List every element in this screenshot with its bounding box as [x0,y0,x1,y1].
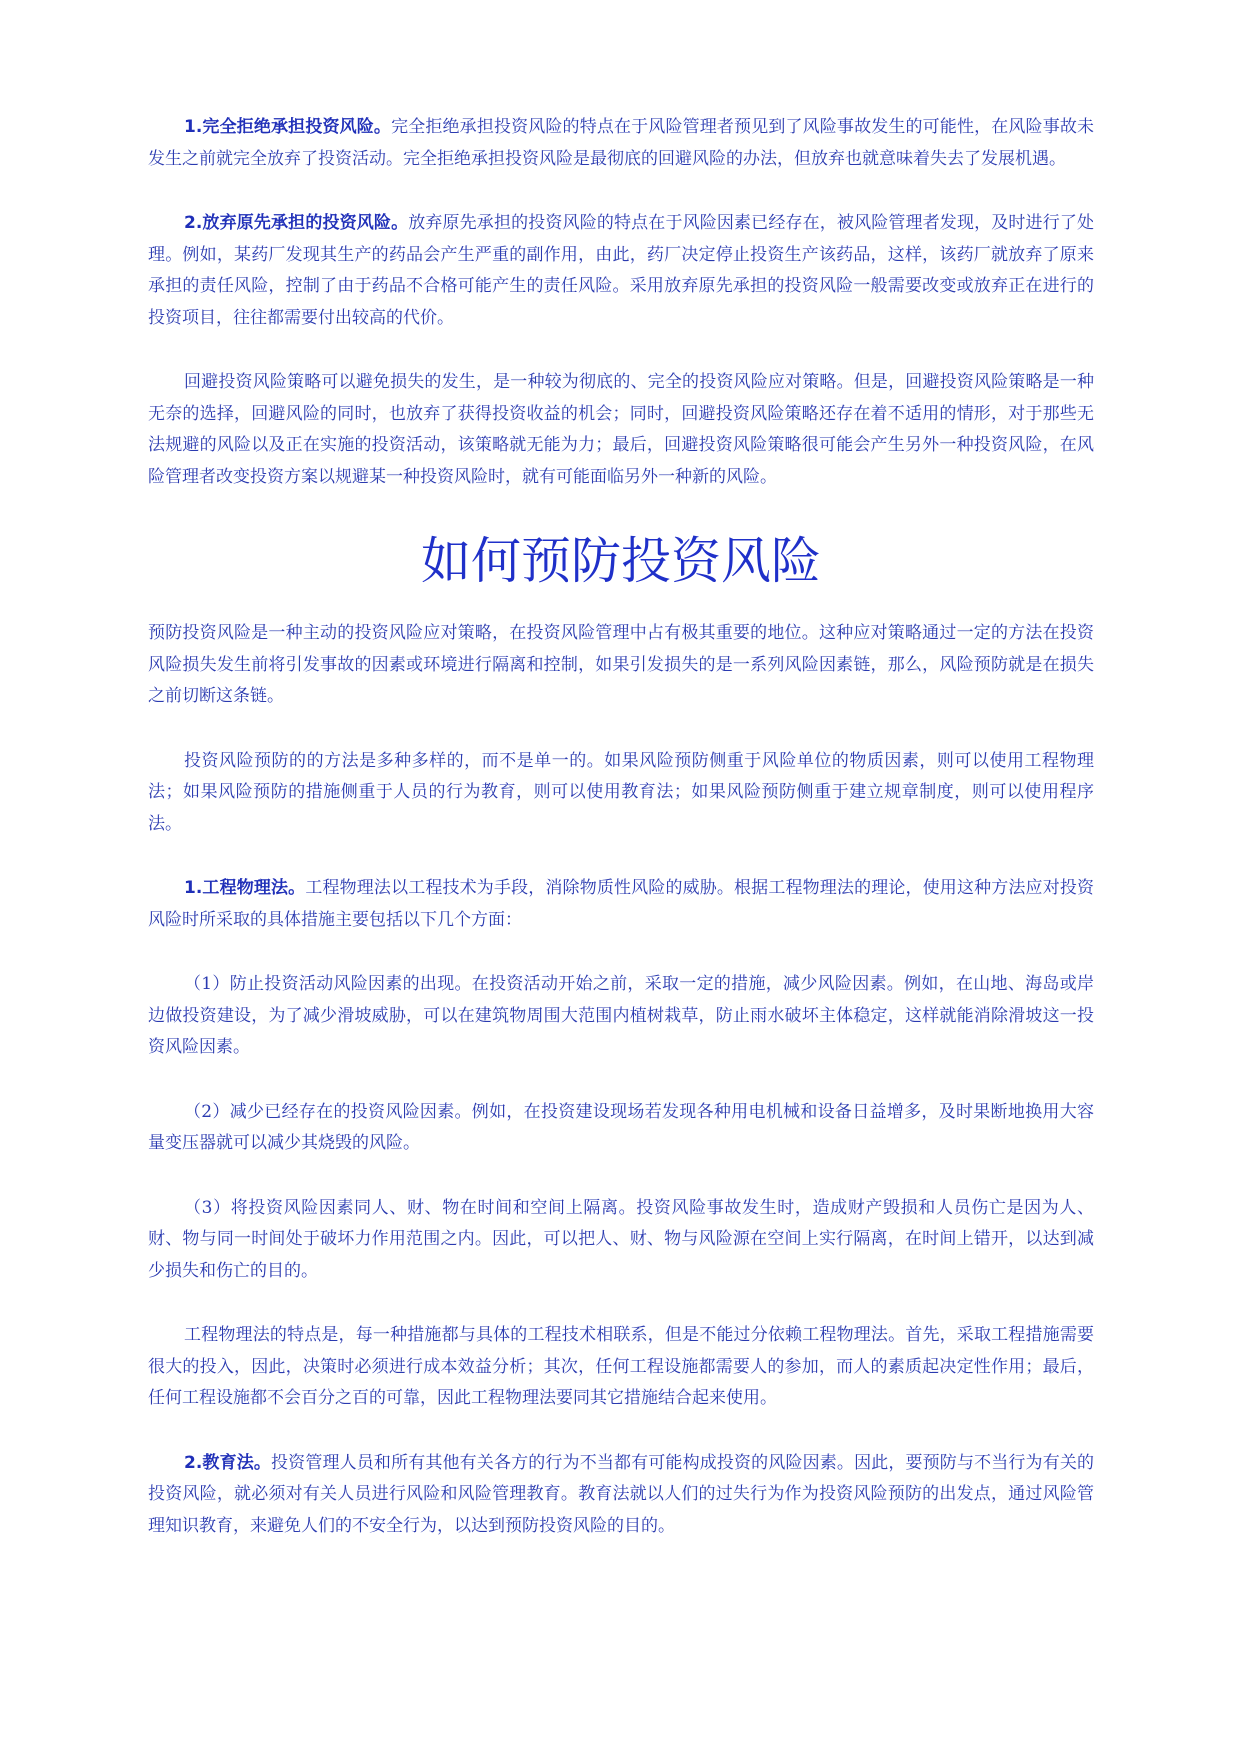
paragraph-engineering-method [148,873,1094,936]
document-page [148,112,1094,1575]
paragraph-engineering-features [148,1320,1094,1415]
paragraph-prevention-methods [148,746,1094,841]
paragraph-text: 完全拒绝承担投资风险的特点在于风险管理者预见到了风险事故发生的可能性，在风险事故未发生之前就完全放弃了投资活动。完全拒绝承担投资风险是最彻底的回避风险的办法，但放弃也就意味着失去了发展机遇。 [148,117,1095,169]
paragraph-education-method [148,1448,1094,1543]
section-heading: 如何预防投资风险 [421,532,821,590]
paragraph-text: 工程物理法的特点是，每一种措施都与具体的工程技术相联系，但是不能过分依赖工程物理法。首先，采取工程措施需要很大的投入，因此，决策时必须进行成本效益分析；其次，任何工程设施都需要人的参加，而人的素质起决定性作用；最后，任何工程设施都不会百分之百的可靠，因此工程物理法要同其它措施结合起来使用。 [148,1325,1094,1408]
paragraph-lead: 2.教育法。 [184,1452,272,1473]
paragraph-lead: 1.完全拒绝承担投资风险。 [184,117,392,137]
paragraph-avoidance-summary [148,367,1094,493]
paragraph-text: （1）防止投资活动风险因素的出现。在投资活动开始之前，采取一定的措施，减少风险因素。例如，在山地、海岛或岸边做投资建设，为了减少滑坡威胁，可以在建筑物周围大范围内植树栽草，防止雨水破坏主体稳定，这样就能消除滑坡这一投资风险因素。 [148,974,1094,1057]
paragraph-text: 预防投资风险是一种主动的投资风险应对策略，在投资风险管理中占有极其重要的地位。这种应对策略通过一定的方法在投资风险损失发生前将引发事故的因素或环境进行隔离和控制，如果引发损失的是一系列风险因素链，那么，风险预防就是在损失之前切断这条链。 [148,623,1094,706]
paragraph-measure-2 [148,1097,1094,1160]
paragraph-abandon-risk [148,208,1094,334]
paragraph-measure-3 [148,1193,1094,1288]
paragraph-lead: 2.放弃原先承担的投资风险。 [184,213,409,233]
paragraph-refuse-risk [148,112,1094,175]
paragraph-text: 放弃原先承担的投资风险的特点在于风险因素已经存在，被风险管理者发现，及时进行了处理。例如，某药厂发现其生产的药品会产生严重的副作用，由此，药厂决定停止投资生产该药品，这样，该药厂就放弃了原来承担的责任风险，控制了由于药品不合格可能产生的责任风险。采用放弃原先承担的投资风险一般需要改变或放弃正在进行的投资项目，往往都需要付出较高的代价。 [148,213,1094,328]
paragraph-text: 回避投资风险策略可以避免损失的发生，是一种较为彻底的、完全的投资风险应对策略。但是，回避投资风险策略是一种无奈的选择，回避风险的同时，也放弃了获得投资收益的机会；同时，回避投资风险策略还存在着不适用的情形，对于那些无法规避的风险以及正在实施的投资活动，该策略就无能为力；最后，回避投资风险策略很可能会产生另外一种投资风险，在风险管理者改变投资方案以规避某一种投资风险时，就有可能面临另外一种新的风险。 [148,372,1094,487]
paragraph-text: 投资管理人员和所有其他有关各方的行为不当都有可能构成投资的风险因素。因此，要预防与不当行为有关的投资风险，就必须对有关人员进行风险和风险管理教育。教育法就以人们的过失行为作为投资风险预防的出发点，通过风险管理知识教育，来避免人们的不安全行为，以达到预防投资风险的目的。 [148,1452,1094,1536]
paragraph-text: 投资风险预防的的方法是多种多样的，而不是单一的。如果风险预防侧重于风险单位的物质因素，则可以使用工程物理法；如果风险预防的措施侧重于人员的行为教育，则可以使用教育法；如果风险预防侧重于建立规章制度，则可以使用程序法。 [148,750,1094,834]
paragraph-text: （2）减少已经存在的投资风险因素。例如，在投资建设现场若发现各种用电机械和设备日益增多，及时果断地换用大容量变压器就可以减少其烧毁的风险。 [148,1101,1094,1153]
paragraph-text: （3）将投资风险因素同人、财、物在时间和空间上隔离。投资风险事故发生时，造成财产毁损和人员伤亡是因为人、财、物与同一时间处于破坏力作用范围之内。因此，可以把人、财、物与风险源在空间上实行隔离，在时间上错开，以达到减少损失和伤亡的目的。 [148,1197,1094,1281]
paragraph-measure-1 [148,969,1094,1064]
paragraph-text: 工程物理法以工程技术为手段，消除物质性风险的威胁。根据工程物理法的理论，使用这种方法应对投资风险时所采取的具体措施主要包括以下几个方面： [148,878,1094,930]
paragraph-prevention-intro [148,618,1094,713]
paragraph-lead: 1.工程物理法。 [184,878,306,898]
